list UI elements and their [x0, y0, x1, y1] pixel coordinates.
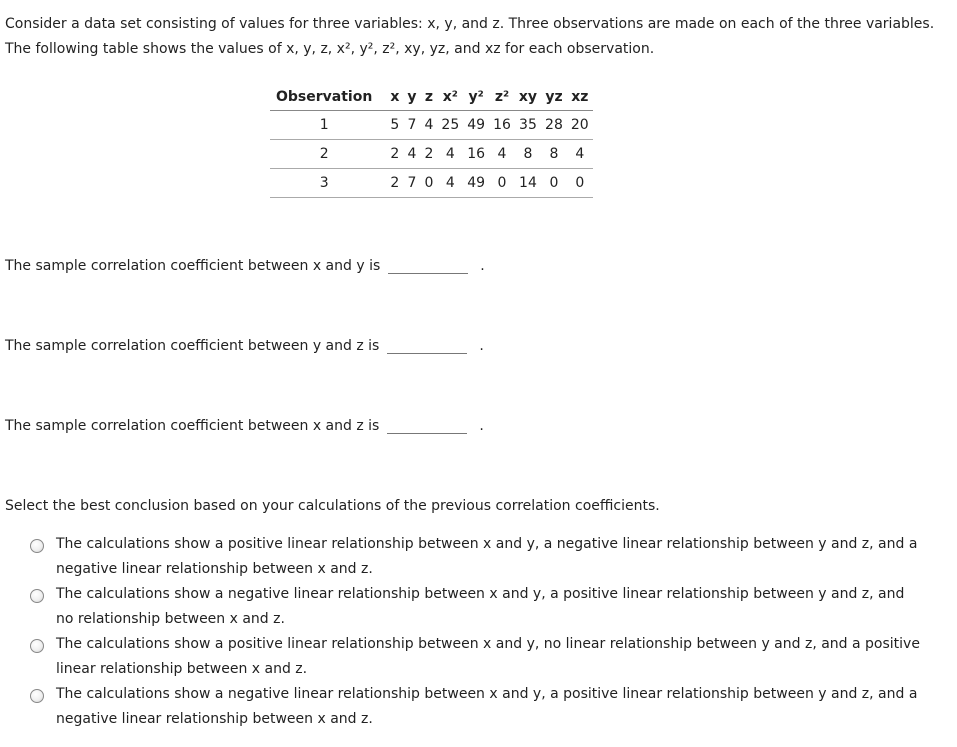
table-cell: 16 — [489, 111, 515, 140]
table-cell: 5 — [378, 111, 403, 140]
table-cell: 49 — [463, 169, 489, 198]
radio-button[interactable] — [30, 689, 44, 703]
column-header: xy — [515, 84, 541, 111]
table-cell: 7 — [403, 169, 420, 198]
question-end: . — [479, 338, 484, 354]
question-xy — [5, 258, 485, 274]
table-header-row — [270, 84, 593, 111]
table-cell: 7 — [403, 111, 420, 140]
table-cell: 4 — [567, 140, 593, 169]
table-cell: 4 — [437, 169, 463, 198]
table-cell: 2 — [270, 140, 378, 169]
table-cell: 25 — [437, 111, 463, 140]
column-header: x² — [437, 84, 463, 111]
table-cell: 0 — [420, 169, 437, 198]
problem-intro: Consider a data set consisting of values for three variables: x, y, and z. Three observations are made on each of the three variables. The following table shows the values of x, y, z, x², y², z², xy, yz, and xz for each observation. — [5, 16, 935, 57]
table-row — [270, 169, 593, 198]
table-cell: 35 — [515, 111, 541, 140]
question-text: The sample correlation coefficient between y and z is — [5, 338, 380, 354]
column-header: yz — [541, 84, 567, 111]
radio-button[interactable] — [30, 539, 44, 553]
table-cell: 4 — [420, 111, 437, 140]
table-cell: 0 — [541, 169, 567, 198]
question-text: The sample correlation coefficient between x and z is — [5, 418, 380, 434]
question-text: The sample correlation coefficient between x and y is — [5, 258, 381, 274]
column-header: z — [420, 84, 437, 111]
table-cell: 2 — [420, 140, 437, 169]
column-header: y² — [463, 84, 489, 111]
table-cell: 20 — [567, 111, 593, 140]
table-cell: 14 — [515, 169, 541, 198]
question-end: . — [480, 258, 485, 274]
table-cell: 8 — [515, 140, 541, 169]
table-cell: 0 — [489, 169, 515, 198]
option-label: The calculations show a positive linear relationship between x and y, a negative linear relationship between y and z, and a negative linear relationship between x and z. — [56, 536, 918, 577]
question-xz — [5, 418, 484, 434]
table-cell: 1 — [270, 111, 378, 140]
table-cell: 0 — [567, 169, 593, 198]
table-cell: 2 — [378, 169, 403, 198]
table-cell: 4 — [437, 140, 463, 169]
table-cell: 8 — [541, 140, 567, 169]
option-label: The calculations show a negative linear relationship between x and y, a positive linear relationship between y and z, and no relationship between x and z. — [56, 586, 905, 627]
column-header: y — [403, 84, 420, 111]
table-cell: 2 — [378, 140, 403, 169]
table-row — [270, 140, 593, 169]
answer-blank-xy[interactable] — [388, 259, 468, 274]
table-cell: 4 — [403, 140, 420, 169]
option-label: The calculations show a negative linear relationship between x and y, a positive linear relationship between y and z, and a negative linear relationship between x and z. — [56, 686, 918, 727]
column-header: Observation — [270, 84, 378, 111]
table-cell: 4 — [489, 140, 515, 169]
table-cell: 49 — [463, 111, 489, 140]
answer-blank-yz[interactable] — [387, 339, 467, 354]
table-cell: 3 — [270, 169, 378, 198]
column-header: z² — [489, 84, 515, 111]
table-row — [270, 111, 593, 140]
radio-button[interactable] — [30, 639, 44, 653]
question-yz — [5, 338, 484, 354]
column-header: xz — [567, 84, 593, 111]
answer-blank-xz[interactable] — [387, 419, 467, 434]
question-end: . — [479, 418, 484, 434]
option-label: The calculations show a positive linear relationship between x and y, no linear relationship between y and z, and a positive linear relationship between x and z. — [56, 636, 920, 677]
data-table — [270, 84, 593, 198]
conclusion-prompt: Select the best conclusion based on your calculations of the previous correlation coefficients. — [5, 498, 660, 514]
table-cell: 16 — [463, 140, 489, 169]
column-header: x — [378, 84, 403, 111]
radio-button[interactable] — [30, 589, 44, 603]
table-cell: 28 — [541, 111, 567, 140]
